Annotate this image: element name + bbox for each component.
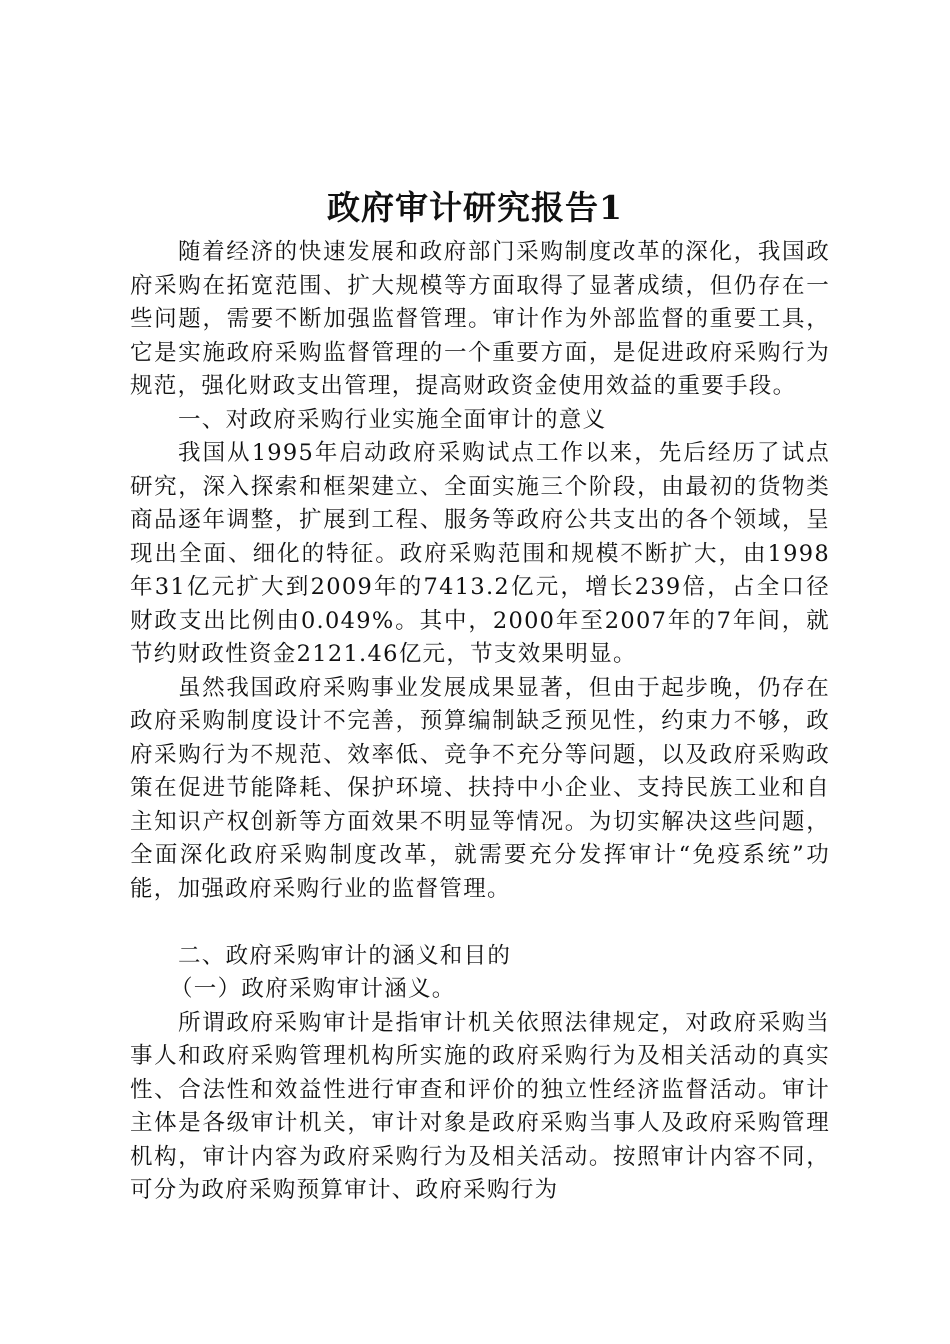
paragraph-definition: 所谓政府采购审计是指审计机关依照法律规定，对政府采购当事人和政府采购管理机构所实施的政府采购行为及相关活动的真实性、合法性和效益性进行审查和评价的独立性经济监督活动。审计主体是各级审计机关，审计对象是政府采购当事人及政府采购管理机构，审计内容为政府采购行为及相关活动。按照审计内容不同，可分为政府采购预算审计、政府采购行为 [130,1009,830,1203]
paragraph-history: 我国从1995年启动政府采购试点工作以来，先后经历了试点研究，深入探索和框架建立、全面实施三个阶段，由最初的货物类商品逐年调整，扩展到工程、服务等政府公共支出的各个领域，呈现出全面、细化的特征。政府采购范围和规模不断扩大，由1998年31亿元扩大到2009年的7413.2亿元，增长239倍，占全口径财政支出比例由0.049%。其中，2000年至2007年的7年间，就节约财政性资金2121.46亿元，节支效果明显。 [130,440,830,667]
section-heading-2: 二、政府采购审计的涵义和目的 [178,942,512,969]
section-heading-1: 一、对政府采购行业实施全面审计的意义 [178,406,607,433]
document-body [130,236,830,1208]
paragraph-problems: 虽然我国政府采购事业发展成果显著，但由于起步晚，仍存在政府采购制度设计不完善，预算编制缺乏预见性，约束力不够，政府采购行为不规范、效率低、竞争不充分等问题，以及政府采购政策在促进节能降耗、保护环境、扶持中小企业、支持民族工业和自主知识产权创新等方面效果不明显等情况。为切实解决这些问题，全面深化政府采购制度改革，就需要充分发挥审计“免疫系统”功能，加强政府采购行业的监督管理。 [130,674,830,902]
paragraph-intro: 随着经济的快速发展和政府部门采购制度改革的深化，我国政府采购在拓宽范围、扩大规模等方面取得了显著成绩，但仍存在一些问题，需要不断加强监督管理。审计作为外部监督的重要工具，它是实施政府采购监督管理的一个重要方面，是促进政府采购行为规范，强化财政支出管理，提高财政资金使用效益的重要手段。 [130,239,830,399]
blank-line [130,906,830,940]
subsection-heading-1: （一）政府采购审计涵义。 [170,976,456,1002]
document-title: 政府审计研究报告1 [327,188,623,227]
